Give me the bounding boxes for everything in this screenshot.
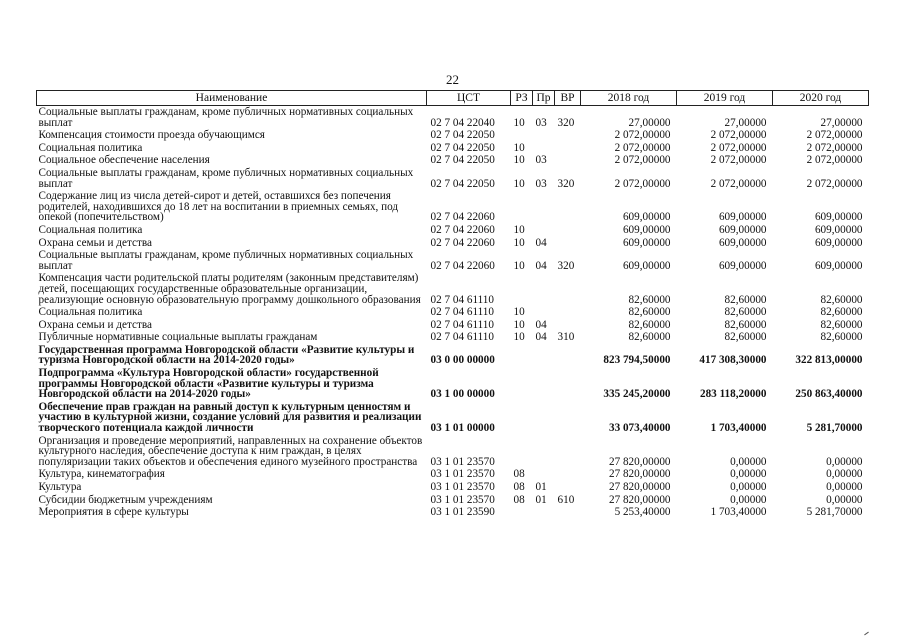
cell-2019: 417 308,30000 bbox=[699, 354, 767, 367]
cell-2018: 82,60000 bbox=[628, 293, 671, 306]
cell-2020: 2 072,00000 bbox=[806, 154, 863, 167]
cell-pr bbox=[533, 224, 555, 237]
cell-cst: 02 7 04 61110 bbox=[430, 318, 494, 331]
cell-cst: 02 7 04 22050 bbox=[430, 129, 495, 142]
cell-2020: 0,00000 bbox=[826, 468, 863, 481]
cell-pr: 04 bbox=[535, 259, 547, 272]
table-row bbox=[37, 435, 869, 469]
cell-2018: 609,00000 bbox=[622, 223, 671, 236]
cell-2019: 609,00000 bbox=[718, 259, 767, 272]
cell-cst: 03 1 01 23570 bbox=[430, 493, 495, 506]
cell-name: Социальные выплаты гражданам, кроме публичных нормативных социальных выплат bbox=[38, 106, 414, 129]
cell-cst: 02 7 04 61110 bbox=[430, 331, 494, 344]
table-row bbox=[37, 167, 869, 190]
cell-pr bbox=[533, 142, 555, 155]
cell-pr: 03 bbox=[535, 154, 547, 167]
cell-name: Культура bbox=[38, 481, 82, 493]
cell-2018: 609,00000 bbox=[622, 259, 671, 272]
cell-2018: 27 820,00000 bbox=[608, 481, 671, 493]
edge-mark bbox=[864, 632, 869, 636]
cell-2019: 0,00000 bbox=[730, 468, 767, 481]
cell-2019: 82,60000 bbox=[724, 306, 767, 319]
cell-2018: 2 072,00000 bbox=[614, 154, 671, 167]
cell-vr: 310 bbox=[557, 331, 575, 344]
cell-2020: 2 072,00000 bbox=[806, 141, 863, 154]
cell-cst: 03 1 00 00000 bbox=[430, 388, 495, 401]
cell-2020: 0,00000 bbox=[826, 493, 863, 506]
cell-2020: 2 072,00000 bbox=[806, 129, 863, 142]
cell-2018: 82,60000 bbox=[628, 306, 671, 319]
cell-2020: 82,60000 bbox=[820, 293, 863, 306]
cell-2019: 0,00000 bbox=[730, 481, 767, 493]
table-row bbox=[37, 142, 869, 155]
cell-pr bbox=[533, 468, 555, 481]
table-row bbox=[37, 494, 869, 507]
cell-name: Подпрограмма «Культура Новгородской области» государственной программы Новгородской области «Развитие культуры и туризма Новгородской области на 2014-2020 годы» bbox=[38, 367, 379, 401]
cell-vr bbox=[555, 319, 581, 332]
cell-rz: 10 bbox=[513, 259, 525, 272]
cell-name: Содержание лиц из числа детей-сирот и детей, оставшихся без попечения родителей, находившихся до 18 лет на воспитании в приемных семьях, под опекой (попечительством) bbox=[38, 190, 399, 224]
cell-cst: 03 1 01 00000 bbox=[430, 422, 495, 435]
cell-cst: 02 7 04 22050 bbox=[430, 141, 495, 154]
cell-2018: 82,60000 bbox=[628, 318, 671, 331]
cell-2018: 609,00000 bbox=[622, 236, 671, 249]
cell-2019: 2 072,00000 bbox=[710, 177, 767, 190]
cell-pr bbox=[533, 344, 555, 367]
cell-vr bbox=[555, 272, 581, 306]
cell-2020: 82,60000 bbox=[820, 306, 863, 319]
cell-rz: 10 bbox=[513, 306, 525, 319]
cell-cst: 02 7 04 22060 bbox=[430, 211, 495, 224]
cell-2019: 0,00000 bbox=[730, 493, 767, 506]
cell-2019: 82,60000 bbox=[724, 293, 767, 306]
cell-2018: 27,00000 bbox=[628, 116, 671, 129]
cell-vr: 320 bbox=[557, 177, 575, 190]
header-rz: РЗ bbox=[511, 91, 533, 106]
cell-name: Охрана семьи и детства bbox=[38, 236, 152, 249]
cell-name: Государственная программа Новгородской области «Развитие культуры и туризма Новгородской области на 2014-2020 годы» bbox=[38, 343, 415, 367]
cell-2019: 609,00000 bbox=[718, 223, 767, 236]
cell-cst: 03 1 01 23570 bbox=[430, 481, 495, 493]
cell-vr bbox=[555, 237, 581, 250]
cell-rz: 10 bbox=[513, 177, 525, 190]
cell-name: Социальная политика bbox=[38, 306, 143, 319]
cell-2020: 609,00000 bbox=[814, 211, 863, 224]
cell-name: Компенсация части родительской платы родителям (законным представителям) детей, посещающих государственные образовательные организации, реализующие основную образовательную программу дошкольного образования bbox=[38, 272, 421, 306]
cell-pr bbox=[533, 506, 555, 519]
table-row bbox=[37, 224, 869, 237]
cell-cst: 03 1 01 23570 bbox=[430, 468, 495, 481]
budget-table bbox=[36, 90, 869, 519]
cell-pr: 01 bbox=[535, 493, 547, 506]
table-row bbox=[37, 367, 869, 401]
cell-2018: 27 820,00000 bbox=[608, 493, 671, 506]
cell-name: Социальные выплаты гражданам, кроме публичных нормативных социальных выплат bbox=[38, 166, 414, 190]
cell-vr bbox=[555, 401, 581, 435]
cell-vr: 610 bbox=[557, 493, 575, 506]
cell-name: Субсидии бюджетным учреждениям bbox=[38, 493, 213, 506]
cell-2018: 27 820,00000 bbox=[608, 455, 671, 468]
cell-name: Социальное обеспечение населения bbox=[38, 154, 210, 167]
cell-2020: 0,00000 bbox=[826, 481, 863, 493]
cell-rz: 10 bbox=[513, 236, 525, 249]
cell-name: Социальные выплаты гражданам, кроме публичных нормативных социальных выплат bbox=[38, 249, 414, 272]
cell-name: Публичные нормативные социальные выплаты гражданам bbox=[38, 331, 318, 344]
cell-2020: 0,00000 bbox=[826, 455, 863, 468]
header-vr: ВР bbox=[555, 91, 581, 106]
table-row bbox=[37, 306, 869, 319]
cell-rz bbox=[511, 190, 533, 224]
cell-2020: 609,00000 bbox=[814, 259, 863, 272]
cell-2020: 609,00000 bbox=[814, 236, 863, 249]
cell-vr bbox=[555, 224, 581, 237]
cell-rz bbox=[511, 367, 533, 401]
cell-name: Компенсация стоимости проезда обучающимся bbox=[38, 129, 265, 142]
cell-cst: 02 7 04 22040 bbox=[430, 116, 495, 129]
cell-rz: 10 bbox=[513, 331, 525, 344]
cell-cst: 02 7 04 61110 bbox=[430, 306, 494, 319]
cell-2020: 609,00000 bbox=[814, 223, 863, 236]
header-2019: 2019 год bbox=[677, 91, 773, 106]
cell-vr bbox=[555, 468, 581, 481]
cell-rz bbox=[511, 272, 533, 306]
header-pr: Пр bbox=[533, 91, 555, 106]
cell-rz: 08 bbox=[513, 493, 525, 506]
cell-cst: 03 1 01 23590 bbox=[430, 506, 495, 519]
cell-2019: 82,60000 bbox=[724, 331, 767, 344]
cell-2018: 2 072,00000 bbox=[614, 177, 671, 190]
cell-cst: 02 7 04 22050 bbox=[430, 154, 495, 167]
cell-2020: 82,60000 bbox=[820, 331, 863, 344]
cell-2020: 5 281,70000 bbox=[806, 422, 863, 435]
cell-rz: 10 bbox=[513, 318, 525, 331]
cell-vr bbox=[555, 190, 581, 224]
table-row bbox=[37, 468, 869, 481]
cell-2018: 609,00000 bbox=[622, 211, 671, 224]
cell-name: Социальная политика bbox=[38, 223, 143, 236]
cell-name: Мероприятия в сфере культуры bbox=[38, 506, 189, 519]
cell-2019: 27,00000 bbox=[724, 116, 767, 129]
cell-rz bbox=[511, 506, 533, 519]
cell-vr: 320 bbox=[557, 116, 575, 129]
cell-pr: 04 bbox=[535, 236, 547, 249]
cell-2019: 283 118,20000 bbox=[699, 388, 767, 401]
cell-rz bbox=[511, 401, 533, 435]
header-2020: 2020 год bbox=[773, 91, 869, 106]
cell-name: Охрана семьи и детства bbox=[38, 318, 152, 331]
cell-name: Обеспечение прав граждан на равный доступ к культурным ценностям и участию в культурной жизни, создание условий для развития и реализации творческого потенциала каждой личности bbox=[38, 400, 422, 435]
cell-vr bbox=[555, 367, 581, 401]
cell-pr bbox=[533, 129, 555, 142]
cell-cst: 02 7 04 22060 bbox=[430, 259, 495, 272]
cell-2018: 5 253,40000 bbox=[614, 506, 671, 519]
header-name: Наименование bbox=[37, 91, 427, 106]
cell-pr bbox=[533, 401, 555, 435]
cell-pr: 04 bbox=[535, 318, 547, 331]
cell-2018: 82,60000 bbox=[628, 331, 671, 344]
cell-2018: 33 073,40000 bbox=[608, 422, 671, 435]
table-row bbox=[37, 506, 869, 519]
table-row bbox=[37, 106, 869, 130]
cell-2018: 2 072,00000 bbox=[614, 129, 671, 142]
cell-cst: 02 7 04 22060 bbox=[430, 236, 495, 249]
cell-2019: 0,00000 bbox=[730, 455, 767, 468]
table-row bbox=[37, 401, 869, 435]
cell-2019: 82,60000 bbox=[724, 318, 767, 331]
cell-cst: 03 0 00 00000 bbox=[430, 354, 495, 367]
cell-2019: 1 703,40000 bbox=[710, 506, 767, 519]
cell-pr bbox=[533, 435, 555, 469]
table-row bbox=[37, 331, 869, 344]
table-row bbox=[37, 190, 869, 224]
cell-vr bbox=[555, 306, 581, 319]
cell-vr bbox=[555, 481, 581, 494]
cell-cst: 02 7 04 22060 bbox=[430, 223, 495, 236]
table-row bbox=[37, 319, 869, 332]
cell-rz bbox=[511, 344, 533, 367]
cell-2019: 609,00000 bbox=[718, 236, 767, 249]
cell-2018: 27 820,00000 bbox=[608, 468, 671, 481]
cell-vr bbox=[555, 344, 581, 367]
cell-2019: 609,00000 bbox=[718, 211, 767, 224]
table-body bbox=[37, 106, 869, 519]
table-row bbox=[37, 237, 869, 250]
cell-2019: 2 072,00000 bbox=[710, 129, 767, 142]
cell-vr bbox=[555, 435, 581, 469]
cell-rz: 08 bbox=[513, 468, 525, 481]
cell-vr: 320 bbox=[557, 259, 575, 272]
cell-pr bbox=[533, 367, 555, 401]
cell-pr: 03 bbox=[535, 116, 547, 129]
cell-pr bbox=[533, 306, 555, 319]
cell-2018: 2 072,00000 bbox=[614, 141, 671, 154]
cell-rz: 10 bbox=[513, 223, 525, 236]
cell-name: Социальная политика bbox=[38, 141, 143, 154]
cell-name: Культура, кинематография bbox=[38, 468, 165, 481]
cell-pr bbox=[533, 190, 555, 224]
table-header-row bbox=[37, 91, 869, 106]
cell-vr bbox=[555, 142, 581, 155]
cell-vr bbox=[555, 506, 581, 519]
cell-2019: 2 072,00000 bbox=[710, 154, 767, 167]
cell-rz: 08 bbox=[513, 481, 525, 493]
cell-rz bbox=[511, 129, 533, 142]
cell-2020: 322 813,00000 bbox=[795, 354, 863, 367]
table-row bbox=[37, 249, 869, 272]
cell-2020: 82,60000 bbox=[820, 318, 863, 331]
table-row bbox=[37, 344, 869, 367]
cell-pr bbox=[533, 272, 555, 306]
cell-cst: 03 1 01 23570 bbox=[430, 455, 495, 468]
cell-2020: 2 072,00000 bbox=[806, 177, 863, 190]
cell-2020: 250 863,40000 bbox=[795, 388, 863, 401]
cell-vr bbox=[555, 154, 581, 167]
cell-name: Организация и проведение мероприятий, направленных на сохранение объектов культурного наследия, обеспечение доступа к ним граждан, в целях популяризации таких объектов и обеспечения единого музейного пространства bbox=[38, 434, 423, 468]
page-number: 22 bbox=[446, 72, 459, 87]
cell-2018: 335 245,20000 bbox=[603, 388, 671, 401]
cell-rz: 10 bbox=[513, 154, 525, 167]
cell-rz: 10 bbox=[513, 141, 525, 154]
cell-pr: 03 bbox=[535, 177, 547, 190]
cell-2020: 5 281,70000 bbox=[806, 506, 863, 519]
header-cst: ЦСТ bbox=[427, 91, 511, 106]
cell-rz bbox=[511, 435, 533, 469]
cell-pr: 01 bbox=[535, 481, 547, 493]
cell-cst: 02 7 04 61110 bbox=[430, 293, 494, 306]
cell-rz: 10 bbox=[513, 116, 525, 129]
cell-cst: 02 7 04 22050 bbox=[430, 177, 495, 190]
cell-vr bbox=[555, 129, 581, 142]
table-row bbox=[37, 129, 869, 142]
cell-2019: 2 072,00000 bbox=[710, 141, 767, 154]
cell-pr: 04 bbox=[535, 331, 547, 344]
table-row bbox=[37, 154, 869, 167]
cell-2019: 1 703,40000 bbox=[710, 422, 767, 435]
table-row bbox=[37, 272, 869, 306]
cell-2018: 823 794,50000 bbox=[603, 354, 671, 367]
table-row bbox=[37, 481, 869, 494]
cell-2020: 27,00000 bbox=[820, 116, 863, 129]
header-2018: 2018 год bbox=[581, 91, 677, 106]
